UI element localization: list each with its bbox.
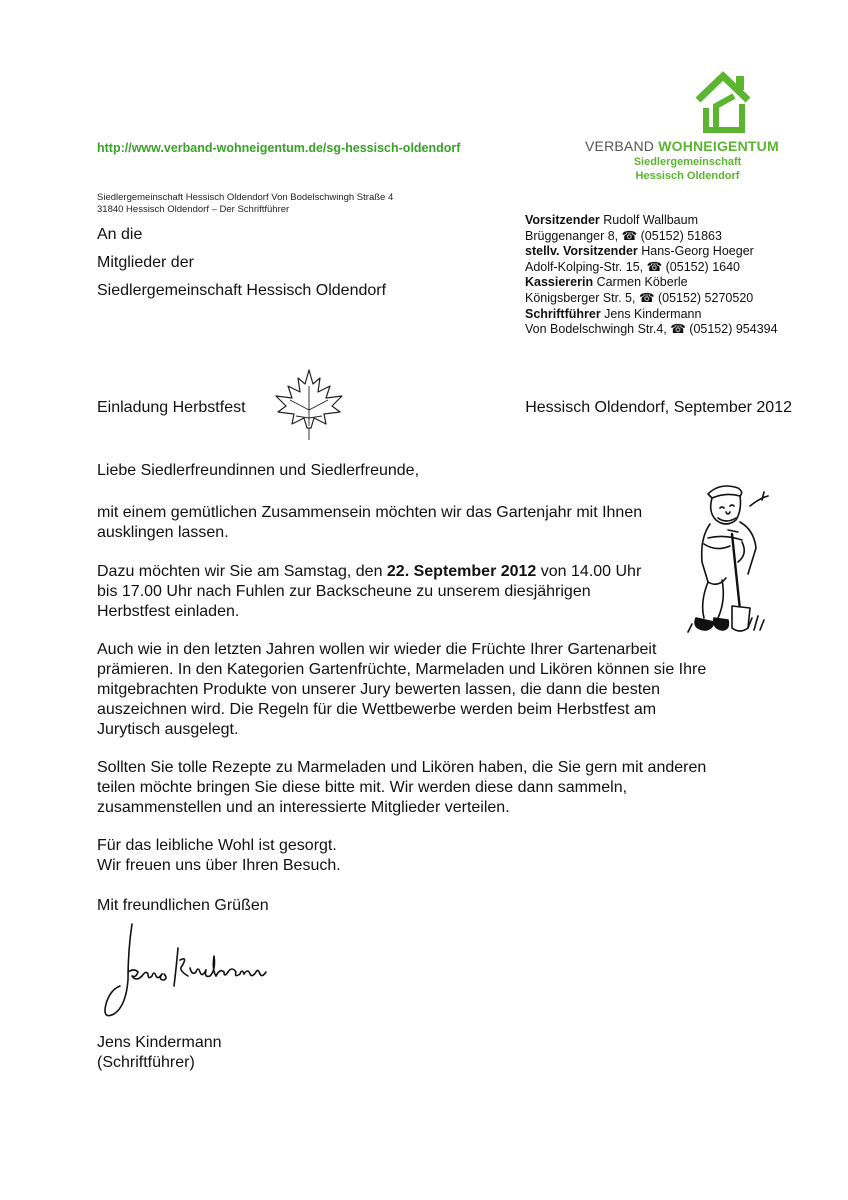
- sender-line-2: 31840 Hessisch Oldendorf – Der Schriftführer: [97, 204, 290, 215]
- house-logo-icon: [692, 70, 754, 134]
- paragraph-recipes: Sollten Sie tolle Rezepte zu Marmeladen und Likören haben, die Sie gern mit anderen teilen möchte bringen Sie diese bitte mit. Wir werden diese dann sammeln, zusammenstellen und an interessierte Mitglieder verteilen.: [97, 759, 707, 816]
- signatory-role: (Schriftführer): [97, 1054, 195, 1071]
- signatory: [97, 1033, 222, 1073]
- salutation: Liebe Siedlerfreundinnen und Siedlerfreunde,: [97, 462, 420, 479]
- handwritten-signature: [98, 920, 268, 1030]
- gardener-illustration: [678, 478, 774, 640]
- board-members: [525, 213, 778, 338]
- verband-wohneigentum-logo: [580, 70, 795, 190]
- board-member-address: Von Bodelschwingh Str.4, ☎ (05152) 954394: [525, 322, 778, 337]
- recipient-line-3: Siedlergemeinschaft Hessisch Oldendorf: [97, 282, 387, 299]
- board-member: Schriftführer Jens Kindermann: [525, 306, 702, 321]
- board-member: stellv. Vorsitzender Hans-Georg Hoeger: [525, 244, 754, 259]
- logo-subtitle-2: Hessisch Oldendorf: [635, 170, 740, 182]
- maple-leaf-icon: [268, 366, 350, 442]
- board-member-address: Brüggenanger 8, ☎ (05152) 51863: [525, 228, 722, 243]
- board-member-address: Adolf-Kolping-Str. 15, ☎ (05152) 1640: [525, 259, 741, 274]
- paragraph-invitation: Dazu möchten wir Sie am Samstag, den 22. September 2012 von 14.00 Uhr bis 17.00 Uhr nach Fuhlen zur Backscheune zu unserem diesjährigen Herbstfest einladen.: [97, 563, 642, 620]
- logo-title: VERBAND WOHNEIGENTUM: [585, 138, 779, 154]
- paragraph-catering: Für das leibliche Wohl ist gesorgt. Wir freuen uns über Ihren Besuch.: [97, 837, 341, 874]
- date-line: Hessisch Oldendorf, September 2012: [525, 399, 792, 416]
- event-date: 22. September 2012: [386, 563, 537, 580]
- recipient-line-1: An die: [97, 226, 143, 243]
- website-url: http://www.verband-wohneigentum.de/sg-hessisch-oldendorf: [97, 141, 461, 155]
- sender-address: [97, 192, 393, 216]
- paragraph-intro: mit einem gemütlichen Zusammensein möchten wir das Gartenjahr mit Ihnen ausklingen lassen.: [97, 504, 643, 541]
- paragraph-competition: Auch wie in den letzten Jahren wollen wir wieder die Früchte Ihrer Gartenarbeit prämieren. In den Kategorien Gartenfrüchte, Marmeladen und Likören können sie Ihre mitgebrachten Produkte von unserer Jury bewerten lassen, die dann die besten auszeichnen wird. Die Regeln für die Wettbewerbe werden beim Herbstfest am Jurytisch ausgelegt.: [97, 641, 707, 738]
- board-member: Vorsitzender Rudolf Wallbaum: [525, 213, 698, 227]
- board-member-address: Königsberger Str. 5, ☎ (05152) 5270520: [525, 290, 754, 305]
- sender-line-1: Siedlergemeinschaft Hessisch Oldendorf Von Bodelschwingh Straße 4: [97, 192, 394, 203]
- closing: Mit freundlichen Grüßen: [97, 897, 269, 914]
- signatory-name: Jens Kindermann: [97, 1034, 222, 1051]
- logo-subtitle-1: Siedlergemeinschaft: [633, 156, 742, 168]
- recipient-line-2: Mitglieder der: [97, 254, 194, 271]
- subject-line: Einladung Herbstfest: [97, 399, 246, 416]
- board-member: Kassiererin Carmen Köberle: [525, 275, 688, 290]
